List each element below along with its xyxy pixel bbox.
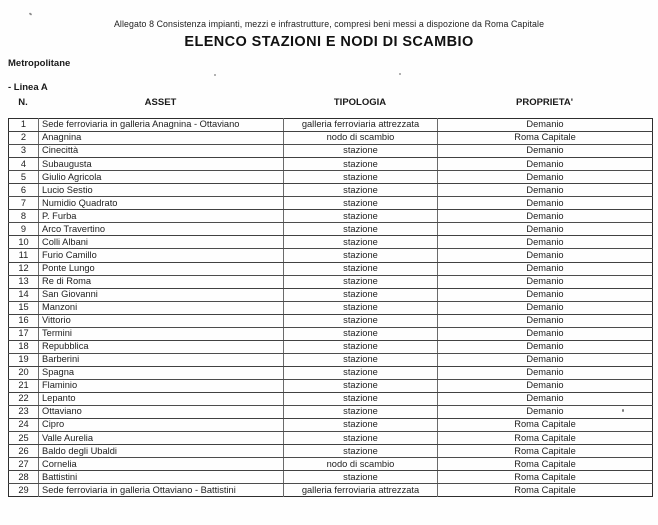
asset-cell: Arco Travertino xyxy=(39,223,284,236)
row-number-cell: 19 xyxy=(9,353,39,366)
row-number-cell: 3 xyxy=(9,145,39,158)
table-row xyxy=(9,197,653,210)
table-row xyxy=(9,236,653,249)
asset-cell: Ponte Lungo xyxy=(39,262,284,275)
asset-cell: Vittorio xyxy=(39,314,284,327)
station-table-body xyxy=(9,119,653,497)
tipologia-cell: stazione xyxy=(284,288,438,301)
tipologia-cell: stazione xyxy=(284,392,438,405)
proprieta-cell: Roma Capitale xyxy=(438,471,653,484)
asset-cell: Manzoni xyxy=(39,301,284,314)
asset-cell: Baldo degli Ubaldi xyxy=(39,445,284,458)
table-row xyxy=(9,132,653,145)
proprieta-cell: Demanio xyxy=(438,171,653,184)
tipologia-cell: stazione xyxy=(284,145,438,158)
tipologia-cell: stazione xyxy=(284,366,438,379)
proprieta-cell: Demanio xyxy=(438,340,653,353)
asset-cell: Cipro xyxy=(39,419,284,432)
asset-cell: Lepanto xyxy=(39,392,284,405)
proprieta-cell: Roma Capitale xyxy=(438,132,653,145)
tipologia-cell: galleria ferroviaria attrezzata xyxy=(284,119,438,132)
asset-cell: Anagnina xyxy=(39,132,284,145)
tipologia-cell: stazione xyxy=(284,301,438,314)
proprieta-cell: Demanio xyxy=(438,236,653,249)
row-number-cell: 27 xyxy=(9,458,39,471)
asset-cell: Numidio Quadrato xyxy=(39,197,284,210)
row-number-cell: 13 xyxy=(9,275,39,288)
proprieta-cell: Demanio xyxy=(438,366,653,379)
asset-cell: P. Furba xyxy=(39,210,284,223)
row-number-cell: 26 xyxy=(9,445,39,458)
row-number-cell: 7 xyxy=(9,197,39,210)
tipologia-cell: stazione xyxy=(284,340,438,353)
proprieta-cell: Roma Capitale xyxy=(438,484,653,497)
row-number-cell: 5 xyxy=(9,171,39,184)
row-number-cell: 9 xyxy=(9,223,39,236)
tipologia-cell: stazione xyxy=(284,158,438,171)
proprieta-cell: Demanio xyxy=(438,158,653,171)
row-number-cell: 14 xyxy=(9,288,39,301)
tipologia-cell: stazione xyxy=(284,210,438,223)
proprieta-cell: Demanio xyxy=(438,145,653,158)
asset-cell: Cinecittà xyxy=(39,145,284,158)
tipologia-cell: stazione xyxy=(284,249,438,262)
table-row xyxy=(9,445,653,458)
table-row xyxy=(9,210,653,223)
row-number-cell: 29 xyxy=(18,484,29,495)
proprieta-cell: Demanio xyxy=(438,288,653,301)
column-header-n: N. xyxy=(18,97,28,108)
table-row xyxy=(9,145,653,158)
row-number-cell: 17 xyxy=(9,327,39,340)
tipologia-cell: stazione xyxy=(284,262,438,275)
proprieta-cell: Demanio xyxy=(438,327,653,340)
asset-cell: Flaminio xyxy=(39,379,284,392)
table-row xyxy=(9,353,653,366)
tipologia-cell: stazione xyxy=(284,197,438,210)
row-number-cell: 6 xyxy=(9,184,39,197)
table-row xyxy=(9,158,653,171)
asset-cell: Giulio Agricola xyxy=(39,171,284,184)
scan-noise-speck xyxy=(399,73,401,75)
asset-cell: Ottaviano xyxy=(39,406,284,419)
column-header-asset: ASSET xyxy=(144,97,177,108)
asset-cell: Subaugusta xyxy=(39,158,284,171)
tipologia-cell: nodo di scambio xyxy=(284,458,438,471)
row-number-cell: 28 xyxy=(9,471,39,484)
table-row xyxy=(9,379,653,392)
stations-table xyxy=(8,118,653,497)
tipologia-cell: stazione xyxy=(284,236,438,249)
row-number-cell: 20 xyxy=(9,366,39,379)
tipologia-cell: stazione xyxy=(284,171,438,184)
tipologia-cell: stazione xyxy=(284,184,438,197)
proprieta-cell: Demanio xyxy=(438,249,653,262)
page-title: ELENCO STAZIONI E NODI DI SCAMBIO xyxy=(184,34,474,50)
allegato-note: Allegato 8 Consistenza impianti, mezzi e infrastrutture, compresi beni messi a dispozione da Roma Capitale xyxy=(113,19,545,29)
table-row xyxy=(9,406,653,419)
scan-noise-speck xyxy=(29,12,33,15)
tipologia-cell: stazione xyxy=(284,471,438,484)
proprieta-cell: Demanio xyxy=(438,223,653,236)
proprieta-cell: Demanio xyxy=(438,262,653,275)
asset-cell: Spagna xyxy=(39,366,284,379)
asset-cell: Termini xyxy=(39,327,284,340)
proprieta-cell: Demanio xyxy=(438,379,653,392)
row-number-cell: 25 xyxy=(9,432,39,445)
table-row xyxy=(9,314,653,327)
asset-cell: San Giovanni xyxy=(39,288,284,301)
table-row xyxy=(9,223,653,236)
proprieta-cell: Demanio xyxy=(438,210,653,223)
asset-cell: Re di Roma xyxy=(39,275,284,288)
row-number-cell: 4 xyxy=(9,158,39,171)
table-row xyxy=(9,471,653,484)
proprieta-cell: Demanio xyxy=(438,119,653,132)
tipologia-cell: stazione xyxy=(284,432,438,445)
table-row xyxy=(9,249,653,262)
tipologia-cell: stazione xyxy=(284,445,438,458)
table-row xyxy=(9,340,653,353)
tipologia-cell: stazione xyxy=(284,353,438,366)
asset-cell: Lucio Sestio xyxy=(39,184,284,197)
row-number-cell: 21 xyxy=(9,379,39,392)
row-number-cell: 24 xyxy=(9,419,39,432)
proprieta-cell: Demanio xyxy=(438,197,653,210)
tipologia-cell: nodo di scambio xyxy=(284,132,438,145)
row-number-cell: 2 xyxy=(9,132,39,145)
section-label-metropolitane: Metropolitane xyxy=(8,58,71,69)
tipologia-cell: stazione xyxy=(284,223,438,236)
proprieta-cell: Roma Capitale xyxy=(438,445,653,458)
table-row xyxy=(9,432,653,445)
proprieta-cell: Roma Capitale xyxy=(438,419,653,432)
proprieta-cell: Demanio xyxy=(438,275,653,288)
asset-cell: Repubblica xyxy=(39,340,284,353)
tipologia-cell: galleria ferroviaria attrezzata xyxy=(284,484,438,497)
table-row xyxy=(9,392,653,405)
table-row xyxy=(9,366,653,379)
table-row xyxy=(9,458,653,471)
row-number-cell: 15 xyxy=(9,301,39,314)
tipologia-cell: stazione xyxy=(284,314,438,327)
row-number-cell: 23 xyxy=(9,406,39,419)
table-row xyxy=(9,184,653,197)
asset-cell: Colli Albani xyxy=(39,236,284,249)
row-number-cell: 11 xyxy=(9,249,39,262)
table-row xyxy=(9,171,653,184)
scan-noise-speck xyxy=(214,74,216,76)
proprieta-cell: Demanio xyxy=(438,301,653,314)
asset-cell: Sede ferroviaria in galleria Ottaviano - Battistini xyxy=(39,484,284,497)
table-row xyxy=(9,119,653,132)
tipologia-cell: stazione xyxy=(284,406,438,419)
row-number-cell: 8 xyxy=(9,210,39,223)
proprieta-cell: Roma Capitale xyxy=(438,432,653,445)
row-number-cell: 10 xyxy=(9,236,39,249)
table-row xyxy=(9,301,653,314)
table-row xyxy=(9,419,653,432)
proprieta-cell: Demanio xyxy=(438,392,653,405)
row-number-cell: 22 xyxy=(9,392,39,405)
tipologia-cell: stazione xyxy=(284,379,438,392)
table-row xyxy=(9,327,653,340)
proprieta-cell: Demanio xyxy=(438,353,653,366)
asset-cell: Furio Camillo xyxy=(39,249,284,262)
proprieta-cell: Demanio xyxy=(438,184,653,197)
tipologia-cell: stazione xyxy=(284,327,438,340)
proprieta-cell: Demanio xyxy=(438,406,653,419)
tipologia-cell: stazione xyxy=(284,275,438,288)
row-number-cell: 18 xyxy=(9,340,39,353)
tipologia-cell: stazione xyxy=(284,419,438,432)
proprieta-cell: Roma Capitale xyxy=(438,458,653,471)
column-header-proprieta: PROPRIETA' xyxy=(516,97,573,108)
table-row xyxy=(9,484,653,497)
proprieta-cell: Demanio xyxy=(438,314,653,327)
subsection-label-linea-a: - Linea A xyxy=(8,82,48,93)
asset-cell: Cornelia xyxy=(39,458,284,471)
column-header-tipologia: TIPOLOGIA xyxy=(333,97,387,108)
asset-cell: Battistini xyxy=(39,471,284,484)
table-row xyxy=(9,275,653,288)
asset-cell: Barberini xyxy=(39,353,284,366)
asset-cell: Valle Aurelia xyxy=(39,432,284,445)
row-number-cell: 1 xyxy=(9,119,39,132)
table-row xyxy=(9,288,653,301)
table-row xyxy=(9,262,653,275)
asset-cell: Sede ferroviaria in galleria Anagnina - Ottaviano xyxy=(39,119,284,132)
row-number-cell: 12 xyxy=(9,262,39,275)
row-number-cell: 16 xyxy=(9,314,39,327)
